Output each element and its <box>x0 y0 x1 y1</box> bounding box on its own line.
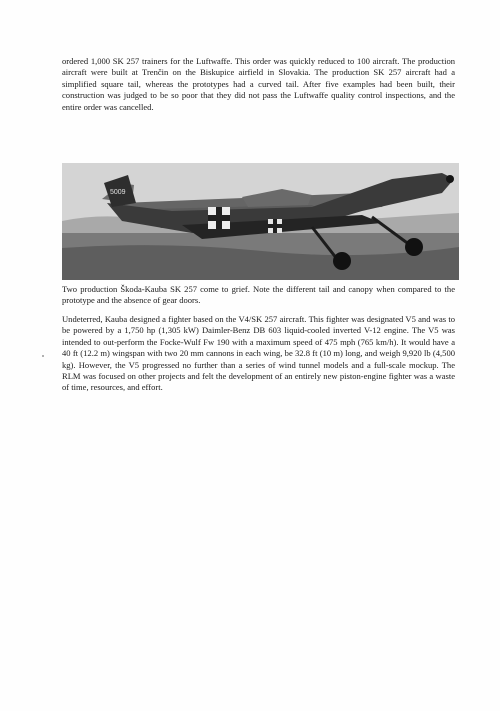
scan-speck <box>42 355 44 357</box>
photo-caption: Two production Škoda-Kauba SK 257 come to grief. Note the different tail and canopy when compared to the prototype and the absence of gear doors. <box>62 284 455 306</box>
body-paragraph-2: Undeterred, Kauba designed a fighter based on the V4/SK 257 aircraft. This fighter was designated V5 and was to be powered by a 1,750 hp (1,305 kW) Daimler-Benz DB 603 liquid-cooled inverted V-12 engine. The V5 was intended to out-perform the Focke-Wulf Fw 190 with a maximum speed of 475 mph (765 km/h). It would have a 40 ft (12.2 m) wingspan with two 20 mm cannons in each wing, be 32.8 ft (10 m) long, and weigh 9,920 lb (4,500 kg). However, the V5 progressed no further than a series of wind tunnel models and a full-scale mockup. The RLM was focused on other projects and felt the development of an entirely new piston-engine fighter was a waste of time, resources, and effort. <box>62 314 455 393</box>
photo-crashed-aircraft <box>62 163 459 280</box>
aircraft-photo-illustration <box>62 163 459 280</box>
body-paragraph-1: ordered 1,000 SK 257 trainers for the Luftwaffe. This order was quickly reduced to 100 aircraft. The production aircraft were built at Trenčin on the Biskupice airfield in Slovakia. The production SK 257 aircraft had a simplified square tail, whereas the prototypes had a curved tail. After five examples had been built, their construction was judged to be so poor that they did not pass the Luftwaffe quality control inspections, and the entire order was cancelled. <box>62 56 455 112</box>
tail-code-text: 5009 <box>110 189 126 196</box>
